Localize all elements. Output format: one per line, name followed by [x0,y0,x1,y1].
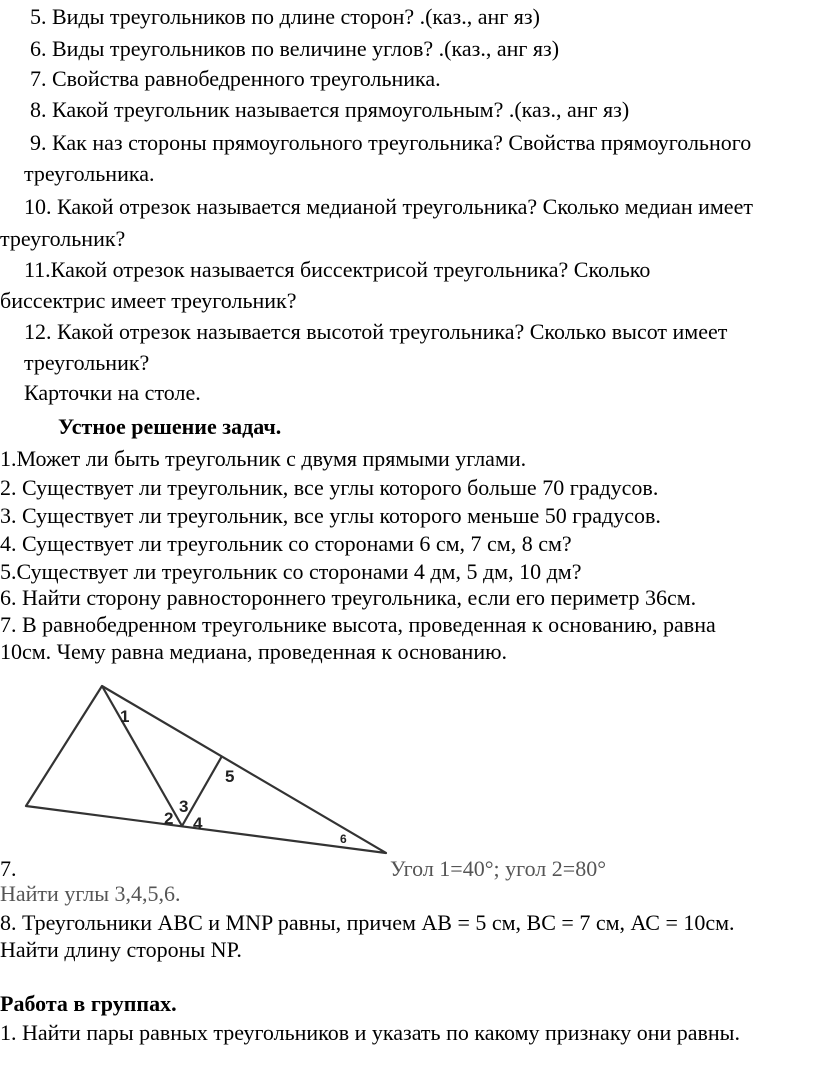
angle-label-6: 6 [340,832,347,846]
task-7-given: Угол 1=40°; угол 2=80° [390,856,606,881]
task-7-text-cont: 10см. Чему равна медиана, проведенная к основанию. [0,639,508,664]
cards-on-table: Карточки на столе. [24,380,201,405]
question-12-cont: треугольник? [24,350,150,375]
question-11-cont: биссектрис имеет треугольник? [0,288,297,313]
task-7-number: 7. [0,856,17,881]
task-1: 1.Может ли быть треугольник с двумя прямыми углами. [0,446,527,471]
question-11: 11.Какой отрезок называется биссектрисой треугольника? Сколько [24,257,651,282]
angle-label-1: 1 [120,707,130,726]
task-5: 5.Существует ли треугольник со сторонами 4 дм, 5 дм, 10 дм? [0,559,582,584]
angle-label-3: 3 [179,797,189,816]
angle-label-2: 2 [164,809,174,828]
outer-triangle [26,686,386,853]
question-7: 7. Свойства равнобедренного треугольника. [30,66,441,91]
group-task-1: 1. Найти пары равных треугольников и указать по какому признаку они равны. [0,1020,740,1045]
task-6: 6. Найти сторону равностороннего треугольника, если его периметр 36см. [0,585,697,610]
angle-label-4: 4 [193,814,203,833]
task-4: 4. Существует ли треугольник со сторонами 6 см, 7 см, 8 см? [0,531,572,556]
task-3: 3. Существует ли треугольник, все углы которого меньше 50 градусов. [0,503,661,528]
question-9-cont: треугольника. [24,161,155,186]
task-2: 2. Существует ли треугольник, все углы которого больше 70 градусов. [0,475,659,500]
task-8: 8. Треугольники АВС и MNP равны, причем АВ = 5 см, ВС = 7 см, АС = 10см. [0,910,735,935]
question-10: 10. Какой отрезок называется медианой треугольника? Сколько медиан имеет [24,194,753,219]
question-10-cont: треугольник? [0,226,126,251]
question-9: 9. Как наз стороны прямоугольного треугольника? Свойства прямоугольного [30,130,752,155]
task-8-cont: Найти длину стороны NP. [0,937,242,962]
question-5: 5. Виды треугольников по длине сторон? .(каз., анг яз) [30,4,540,29]
task-7-find: Найти углы 3,4,5,6. [0,881,181,906]
question-6: 6. Виды треугольников по величине углов? .(каз., анг яз) [30,36,560,61]
angle-label-5: 5 [225,767,235,786]
segment-apex-base [102,686,182,826]
group-heading: Работа в группах. [0,991,177,1016]
oral-heading: Устное решение задач. [58,414,282,439]
task-7-text: 7. В равнобедренном треугольнике высота, проведенная к основанию, равна [0,612,716,637]
question-12: 12. Какой отрезок называется высотой треугольника? Сколько высот имеет [24,319,728,344]
question-8: 8. Какой треугольник называется прямоугольным? .(каз., анг яз) [30,97,630,122]
